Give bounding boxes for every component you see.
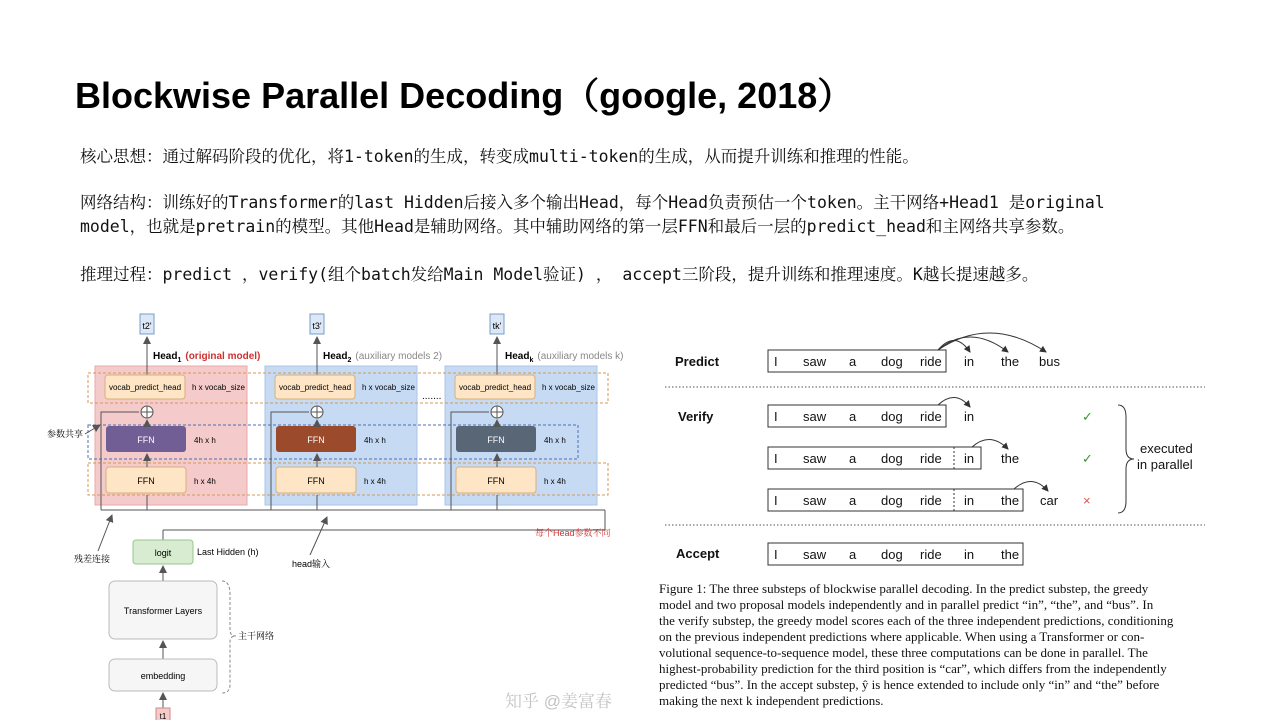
svg-text:h x 4h: h x 4h	[194, 477, 216, 486]
predict-extra-token: the	[1001, 354, 1020, 369]
output-token-1: t2'	[142, 321, 152, 331]
verify-token: dog	[881, 409, 903, 424]
predict-token: I	[774, 354, 778, 369]
head2-title: Head$_2$ (auxiliary models 2)	[323, 351, 443, 364]
input-token-label: t1	[159, 712, 167, 720]
verify-check-2: ✓	[1082, 451, 1093, 466]
verify-token: the	[1001, 493, 1020, 508]
svg-text:FFN: FFN	[487, 435, 505, 445]
verify-token: in	[964, 493, 975, 508]
head1-title: Head$_1$ (original model)	[153, 351, 261, 364]
verify-check-1: ✓	[1082, 409, 1093, 424]
verify-label: Verify	[678, 409, 714, 424]
last-hidden-label: Last Hidden (h)	[197, 547, 259, 557]
shared-params-label: 参数共享	[47, 429, 84, 439]
verify-extra-token: car	[1040, 493, 1059, 508]
svg-text:FFN: FFN	[137, 435, 155, 445]
svg-text:FFN: FFN	[137, 476, 155, 486]
accept-token: saw	[803, 547, 827, 562]
verify-token: dog	[881, 493, 903, 508]
verify-token: I	[774, 451, 778, 466]
verify-token: saw	[803, 493, 827, 508]
svg-text:h x 4h: h x 4h	[364, 477, 386, 486]
predict-extra-token: bus	[1039, 354, 1060, 369]
caption-line: model and two proposal models independently and in parallel predict “in”, “the”, and “bus”. In	[659, 597, 1154, 612]
svg-text:FFN: FFN	[487, 476, 505, 486]
verify-token: I	[774, 493, 778, 508]
caption-line: highest-probability prediction for the third position is “car”, which differs from the independently	[659, 661, 1167, 676]
predict-token: a	[849, 354, 857, 369]
predict-extra-token: in	[964, 354, 975, 369]
accept-token: dog	[881, 547, 903, 562]
svg-text:vocab_predict_head: vocab_predict_head	[108, 383, 182, 392]
svg-text:FFN: FFN	[307, 476, 325, 486]
verify-extra-token: the	[1001, 451, 1020, 466]
verify-token: ride	[920, 493, 942, 508]
predict-label: Predict	[675, 354, 720, 369]
accept-token: in	[964, 547, 975, 562]
svg-text:vocab_predict_head: vocab_predict_head	[458, 383, 532, 392]
svg-text:h x 4h: h x 4h	[544, 477, 566, 486]
decoding-steps-diagram	[660, 325, 1220, 575]
verify-token: in	[964, 451, 975, 466]
figure-caption	[659, 581, 1219, 709]
backbone-label: 主干网络	[238, 631, 275, 641]
verify-token: a	[849, 493, 857, 508]
accept-token: I	[774, 547, 778, 562]
output-token-k: tk'	[492, 321, 502, 331]
logit-label: logit	[154, 548, 172, 558]
headk-title: Head$_k$ (auxiliary models k)	[505, 351, 624, 364]
verify-token: saw	[803, 451, 827, 466]
residual-label: 残差连接	[74, 554, 111, 564]
watermark: 知乎 @姜富春	[505, 692, 612, 711]
caption-line: making the next k independent predictions.	[659, 693, 884, 708]
output-token-2: t3'	[312, 321, 322, 331]
verify-token: dog	[881, 451, 903, 466]
diff-params-label: 每个Head参数不同	[535, 528, 611, 538]
caption-line: the verify substep, the greedy model scores each of the three independent predictions, conditioning	[659, 613, 1174, 628]
caption-line: predicted “bus”. In the accept substep, ŷ is hence extended to include only “in” and “the” before	[659, 677, 1160, 692]
transformer-label: Transformer Layers	[123, 606, 203, 616]
page-title: Blockwise Parallel Decoding（google, 2018）	[75, 75, 854, 116]
caption-line: volutional sequence-to-sequence model, these three computations can be done in parallel. The	[659, 645, 1148, 660]
svg-text:h x vocab_size: h x vocab_size	[192, 383, 245, 392]
verify-token: ride	[920, 409, 942, 424]
predict-token: dog	[881, 354, 903, 369]
svg-text:vocab_predict_head: vocab_predict_head	[278, 383, 352, 392]
core-idea-text: 核心思想：通过解码阶段的优化，将1-token的生成，转变成multi-token的生成，从而提升训练和推理的性能。	[80, 147, 919, 166]
inference-text: 推理过程：predict ，verify(组个batch发给Main Model验证) ， accept三阶段，提升训练和推理速度。K越长提速越多。	[80, 265, 1039, 284]
predict-token: saw	[803, 354, 827, 369]
verify-token: saw	[803, 409, 827, 424]
architecture-text-line2: model，也就是pretrain的模型。其他Head是辅助网络。其中辅助网络的第一层FFN和最后一层的predict_head和主网络共享参数。	[80, 217, 1075, 236]
accept-token: ride	[920, 547, 942, 562]
head-architecture-diagram	[0, 305, 640, 720]
verify-token: a	[849, 451, 857, 466]
svg-text:h x vocab_size: h x vocab_size	[362, 383, 415, 392]
verify-token: I	[774, 409, 778, 424]
embedding-label: embedding	[140, 671, 186, 681]
architecture-text-line1: 网络结构：训练好的Transformer的last Hidden后接入多个输出Head，每个Head负责预估一个token。主干网络+Head1 是original	[80, 193, 1105, 212]
head-input-label: head输入	[292, 559, 331, 569]
svg-text:FFN: FFN	[307, 435, 325, 445]
verify-cross-3: ×	[1083, 493, 1091, 508]
accept-token: the	[1001, 547, 1020, 562]
verify-token: a	[849, 409, 857, 424]
svg-text:4h x h: 4h x h	[194, 436, 216, 445]
accept-label: Accept	[676, 546, 720, 561]
heads-ellipsis: .......	[422, 391, 442, 402]
svg-text:4h x h: 4h x h	[364, 436, 386, 445]
caption-line: on the previous independent predictions where applicable. When using a Transformer or con-	[659, 629, 1145, 644]
accept-token: a	[849, 547, 857, 562]
svg-text:h x vocab_size: h x vocab_size	[542, 383, 595, 392]
predict-token: ride	[920, 354, 942, 369]
verify-extra-token: in	[964, 409, 975, 424]
caption-line: Figure 1: The three substeps of blockwise parallel decoding. In the predict substep, the greedy	[659, 581, 1149, 596]
parallel-note-2: in parallel	[1137, 457, 1193, 472]
parallel-note-1: executed	[1140, 441, 1193, 456]
svg-text:4h x h: 4h x h	[544, 436, 566, 445]
verify-token: ride	[920, 451, 942, 466]
